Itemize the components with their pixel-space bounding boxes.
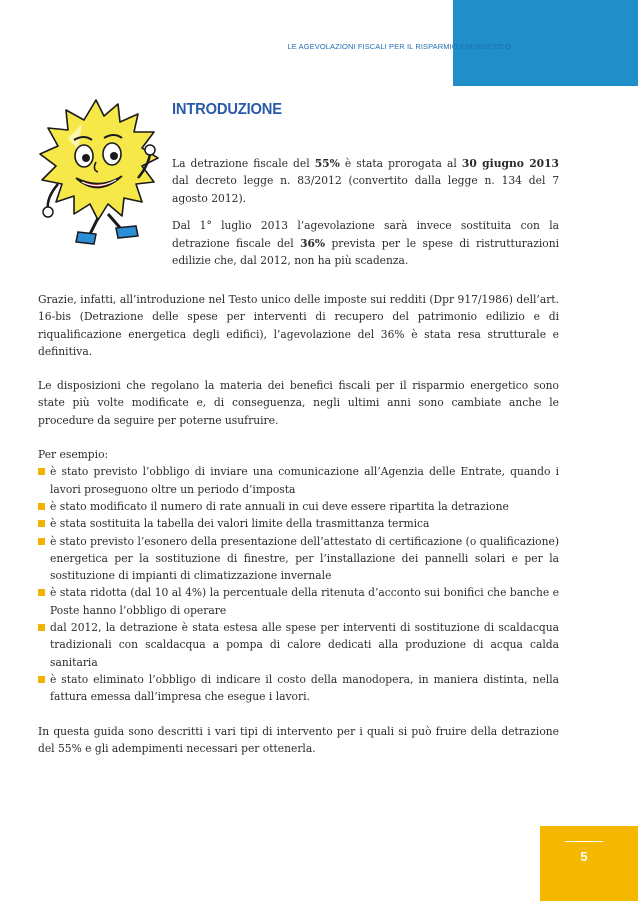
intro-block (172, 155, 559, 280)
list-item-text: è stato eliminato l’obbligo di indicare il costo della manodopera, in maniera distinta, nella fattura emessa dall’impresa che esegue i lavori. (50, 672, 559, 704)
page-number-rule (565, 841, 603, 842)
bullet-list (38, 463, 559, 705)
body-paragraph-3: In questa guida sono descritti i vari tipi di intervento per i quali si può fruire della detrazione del 55% e gli adempimenti necessari per ottenerla. (38, 724, 559, 755)
intro-p1-text-b: è stata prorogata al (339, 157, 462, 170)
example-intro: Per esempio: (38, 448, 109, 462)
intro-p1-text-c: dal decreto legge n. 83/2012 (convertito dalla legge n. 134 del 7 agosto 2012). (172, 174, 559, 205)
bullet-square-icon (38, 676, 45, 683)
list-item-text: è stato modificato il numero di rate annuali in cui deve essere ripartita la detrazione (50, 499, 509, 513)
body-block (38, 291, 559, 774)
list-item-text: è stato previsto l’esonero della presentazione dell’attestato di certificazione (o qualificazione) energetica per la sostituzione di finestre, per l’installazione dei pannelli solari e per la sostituzione di impianti di climatizzazione invernale (50, 534, 559, 583)
list-item (38, 671, 559, 706)
body-paragraph-2: Le disposizioni che regolano la materia dei benefici fiscali per il risparmio energetico sono state più volte modificate e, di conseguenza, negli ultimi anni sono cambiate anche le procedure da seguire per poterne usufruire. (38, 379, 559, 427)
list-item-text: è stato previsto l’obbligo di inviare una comunicazione all’Agenzia delle Entrate, quando i lavori proseguono oltre un periodo d’imposta (50, 465, 559, 496)
list-item-text: è stata sostituita la tabella dei valori limite della trasmittanza termica (50, 517, 430, 531)
intro-p2-text-b: prevista per le spese di ristrutturazioni edilizie che, dal 2012, non ha più scadenza. (172, 236, 559, 267)
bullet-square-icon (38, 589, 45, 596)
bullet-square-icon (38, 468, 45, 475)
intro-paragraph-1 (172, 155, 559, 207)
list-item (38, 498, 559, 515)
smiling-sun-mascot-icon (38, 98, 160, 250)
running-header-text: LE AGEVOLAZIONI FISCALI PER IL RISPARMIO ENERGETICO (287, 42, 511, 51)
body-paragraph-1: Grazie, infatti, all’introduzione nel Testo unico delle imposte sui redditi (Dpr 917/1986) dell’art. 16-bis (Detrazione delle spese per interventi di recupero del patrimonio edilizio e di riqualificazione energetica degli edifici), l’agevolazione del 36% è stata resa strutturale e definitiva. (38, 293, 559, 358)
list-item-text: è stata ridotta (dal 10 al 4%) la percentuale della ritenuta d’acconto sui bonifici che banche e Poste hanno l’obbligo di operare (50, 586, 559, 617)
intro-p1-text-a: La detrazione fiscale del (172, 157, 315, 170)
intro-paragraph-2 (172, 217, 559, 269)
bullet-square-icon (38, 538, 45, 545)
list-item (38, 533, 559, 585)
list-item (38, 463, 559, 498)
list-item (38, 619, 559, 671)
intro-p2-text-a: Dal 1° luglio 2013 l’agevolazione sarà invece sostituita con la detrazione fiscale del (172, 219, 559, 250)
bullet-square-icon (38, 520, 45, 527)
intro-p2-bold-percent: 36% (300, 236, 326, 250)
list-item (38, 515, 559, 532)
list-item (38, 584, 559, 619)
list-item-text: dal 2012, la detrazione è stata estesa alle spese per interventi di sostituzione di scaldacqua tradizionali con scaldacqua a pompa di calore dedicati alla produzione di acqua calda sanitaria (50, 621, 559, 669)
intro-p1-bold-percent: 55% (314, 157, 340, 170)
page-number: 5 (580, 849, 588, 864)
bullet-square-icon (38, 624, 45, 631)
bullet-square-icon (38, 503, 45, 510)
intro-p1-bold-date: 30 giugno 2013 (461, 157, 559, 170)
running-header (0, 42, 638, 51)
section-title: INTRODUZIONE (172, 101, 282, 118)
